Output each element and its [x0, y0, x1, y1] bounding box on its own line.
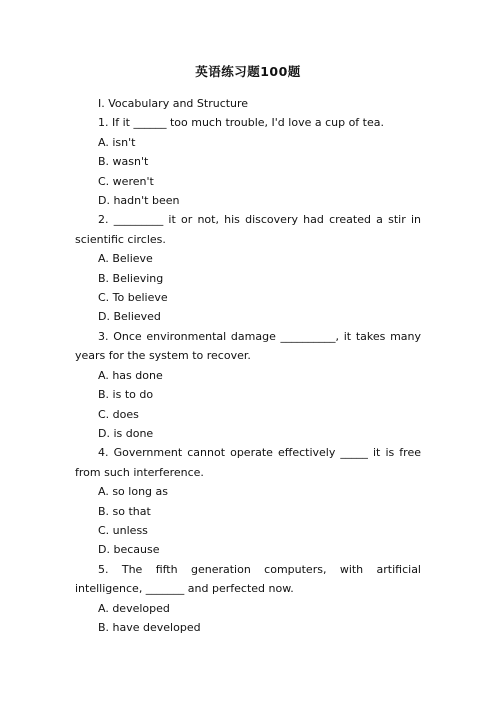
answer-option: A. isn't — [98, 135, 136, 149]
answer-option: B. so that — [98, 504, 151, 518]
question-stem: 2. _________ it or not, his discovery had created a stir in scientific circles. — [75, 213, 421, 246]
answer-option: B. is to do — [98, 388, 154, 402]
answer-option: D. hadn't been — [98, 194, 180, 208]
document-body — [75, 94, 421, 637]
answer-option: A. has done — [98, 368, 163, 382]
answer-option: C. To believe — [98, 291, 168, 305]
answer-option: D. because — [98, 543, 160, 557]
answer-option: D. is done — [98, 426, 154, 440]
answer-option: B. Believing — [98, 271, 164, 285]
answer-option: B. have developed — [98, 620, 201, 634]
question-stem: 1. If it ______ too much trouble, I'd love a cup of tea. — [98, 116, 384, 130]
answer-option: A. Believe — [98, 252, 153, 266]
answer-option: C. does — [98, 407, 139, 421]
answer-option: B. wasn't — [98, 155, 149, 169]
answer-option: D. Believed — [98, 310, 161, 324]
answer-option: A. so long as — [98, 485, 168, 499]
answer-option: C. unless — [98, 523, 148, 537]
page-title: 英语练习题100题 — [195, 64, 301, 79]
question-stem: 5. The fifth generation computers, with artificial intelligence, _______ and perfected now. — [75, 562, 421, 596]
question-stem: 4. Government cannot operate effectively _____ it is free from such interference. — [75, 446, 421, 479]
answer-option: A. developed — [98, 601, 170, 615]
question-stem: 3. Once environmental damage __________, it takes many years for the system to recover. — [75, 329, 421, 363]
answer-option: C. weren't — [98, 174, 154, 188]
section-heading: Ⅰ. Vocabulary and Structure — [98, 97, 249, 110]
